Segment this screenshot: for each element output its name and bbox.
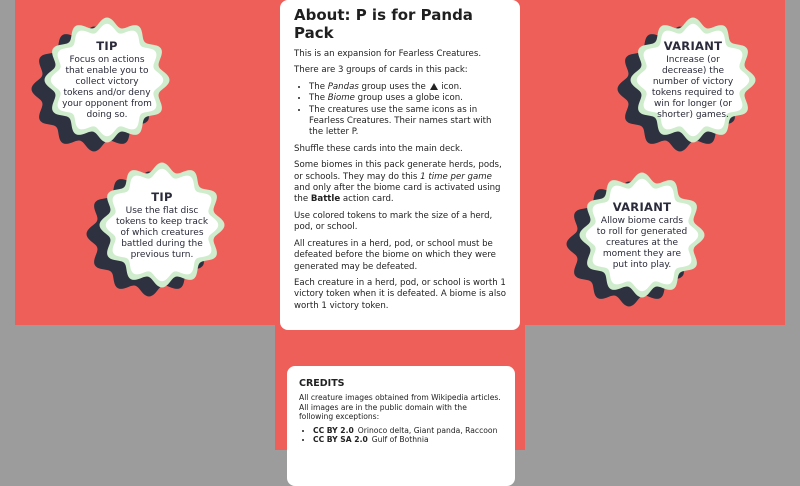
list-item: • CC BY SA 2.0 Gulf of Bothnia xyxy=(313,435,503,445)
variant-badge-2 xyxy=(577,170,707,300)
list-item: • CC BY 2.0 Orinoco delta, Giant panda, Raccoon xyxy=(313,426,503,436)
about-intro: This is an expansion for Fearless Creatures. xyxy=(294,49,482,59)
defeat-text: All creatures in a herd, pod, or school must be defeated before the biome on which they were generated may be defeated. xyxy=(294,238,496,272)
shuffle-text: Shuffle these cards into the main deck. xyxy=(294,143,463,154)
list-item: • The Pandas group uses the icon. xyxy=(309,82,506,93)
list-item: • The Biome group uses a globe icon. xyxy=(309,93,506,104)
badge-body: Allow biome cards to roll for generated creatures at the moment they are put into play. xyxy=(596,215,688,270)
badge-heading: VARIANT xyxy=(612,199,672,214)
biome-text: Some biomes in this pack generate herds, pods, or schools. They may do this 1 time per game and only after the biome card is activated using the Battle action card. xyxy=(294,160,502,205)
triangle-icon xyxy=(430,83,438,90)
credits-text: All creature images obtained from Wikipedia articles. All images are in the public domain with the following exceptions: xyxy=(299,393,501,422)
groups-list xyxy=(294,82,506,139)
about-groups-lead: There are 3 groups of cards in this pack: xyxy=(294,65,468,76)
badge-heading: TIP xyxy=(96,39,118,53)
credits-title: CREDITS xyxy=(299,378,345,389)
victory-text: Each creature in a herd, pod, or school is worth 1 victory token when it is defeated. A biome is also worth 1 victory token. xyxy=(294,277,506,311)
credits-list xyxy=(299,426,503,445)
tip-badge-1 xyxy=(42,15,172,145)
list-item: • The creatures use the same icons as in Fearless Creatures. Their names start with the letter P. xyxy=(309,105,506,139)
about-title: About: P is for Panda Pack xyxy=(294,6,473,42)
about-card xyxy=(280,0,520,330)
tip-badge-2 xyxy=(97,160,227,290)
variant-badge-1 xyxy=(628,15,758,145)
badge-body: Increase (or decrease) the number of victory tokens required to win for longer (or shorter) games. xyxy=(651,55,735,120)
badge-body: Focus on actions that enable you to collect victory tokens and/or deny your opponent from doing so. xyxy=(62,55,152,120)
credits-card xyxy=(287,366,515,486)
badge-body: Use the flat disc tokens to keep track of which creatures battled during the previous turn. xyxy=(115,205,209,260)
tokens-text: Use colored tokens to mark the size of a herd, pod, or school. xyxy=(294,210,493,233)
badge-heading: VARIANT xyxy=(663,39,723,53)
badge-heading: TIP xyxy=(151,189,173,204)
